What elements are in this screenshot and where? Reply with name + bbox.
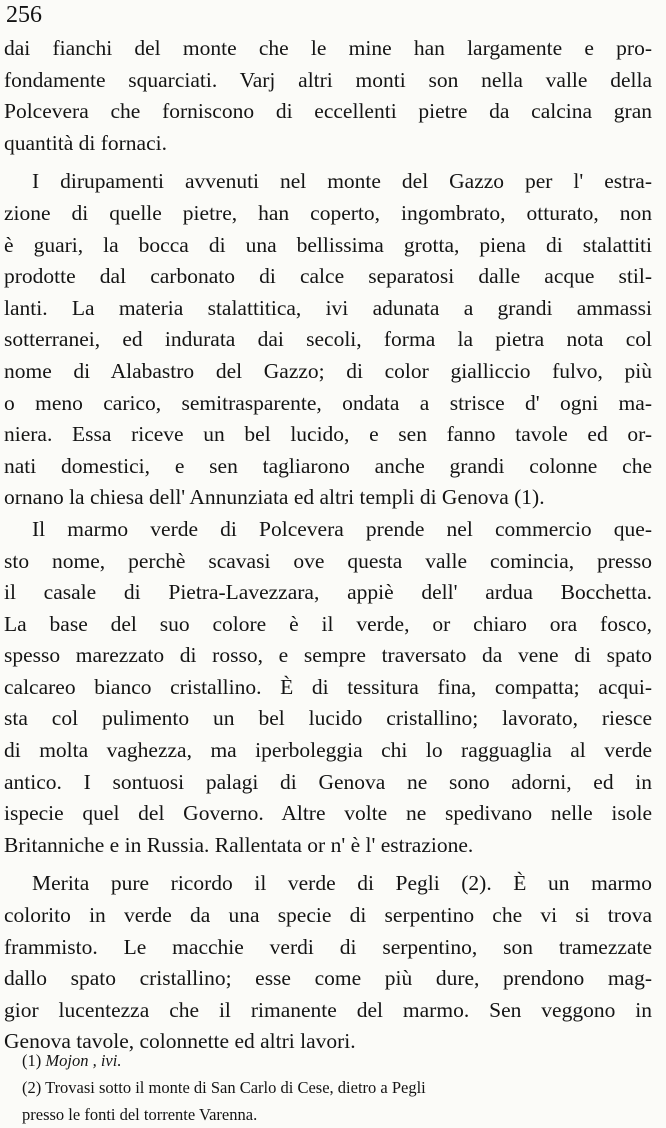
- text-line: prodotte dal carbonato di calce separatosi dalle acque stil-: [4, 264, 652, 289]
- text-line: La base del suo colore è il verde, or chiaro ora fosco,: [4, 611, 652, 636]
- text-line: quantità di fornaci.: [4, 130, 167, 155]
- text-line: di molta vaghezza, ma iperboleggia chi lo ragguaglia al verde: [4, 738, 652, 763]
- text-line: Genova tavole, colonnette ed altri lavori.: [4, 1029, 356, 1054]
- text-line: ornano la chiesa dell' Annunziata ed altri templi di Genova (1).: [4, 485, 545, 510]
- text-line: sta col pulimento un bel lucido cristallino; lavorato, riesce: [4, 706, 652, 731]
- text-line: è guari, la bocca di una bellissima grotta, piena di stalattiti: [4, 232, 652, 257]
- text-line: fondamente squarciati. Varj altri monti son nella valle della: [4, 67, 652, 92]
- text-line: lanti. La materia stalattitica, ivi adunata a grandi ammassi: [4, 295, 652, 320]
- text-line: I dirupamenti avvenuti nel monte del Gazzo per l' estra-: [32, 169, 652, 194]
- text-line: sotterranei, ed indurata dai secoli, forma la pietra nota col: [4, 327, 652, 352]
- footnote-1: [22, 1047, 652, 1074]
- body-text: [4, 33, 652, 1058]
- text-line: Polcevera che forniscono di eccellenti pietre da calcina gran: [4, 99, 652, 124]
- text-line: sto nome, perchè scavasi ove questa valle comincia, presso: [4, 548, 652, 573]
- footnote-1-mark: (1): [22, 1051, 42, 1070]
- text-line: calcareo bianco cristallino. È di tessitura fina, compatta; acqui-: [4, 674, 652, 699]
- text-line: spesso marezzato di rosso, e sempre traversato da vene di spato: [4, 643, 652, 668]
- text-line: Il marmo verde di Polcevera prende nel commercio que-: [32, 516, 652, 541]
- footnote-2-line-2: presso le fonti del torrente Varenna.: [22, 1105, 258, 1124]
- text-line: ispecie quel del Governo. Altre volte ne spedivano nelle isole: [4, 801, 652, 826]
- text-line: gior lucentezza che il rimanente del marmo. Sen veggono in: [4, 997, 652, 1022]
- text-line: o meno carico, semitrasparente, ondata a strisce d' ogni ma-: [4, 390, 652, 415]
- text-line: dai fianchi del monte che le mine han largamente e pro-: [4, 36, 652, 60]
- text-line: antico. I sontuosi palagi di Genova ne sono adorni, ed in: [4, 769, 652, 794]
- text-line: nome di Alabastro del Gazzo; di color gialliccio fulvo, più: [4, 358, 652, 383]
- footnotes: [22, 1047, 652, 1128]
- text-line: dallo spato cristallino; esse come più dure, prendono mag-: [4, 966, 652, 991]
- text-line: nati domestici, e sen tagliarono anche grandi colonne che: [4, 453, 652, 478]
- text-line: zione di quelle pietre, han coperto, ingombrato, otturato, non: [4, 200, 652, 225]
- text-line: colorito in verde da una specie di serpentino che vi si trova: [4, 903, 652, 928]
- text-line: il casale di Pietra-Lavezzara, appiè dell' ardua Bocchetta.: [4, 580, 652, 605]
- footnote-1-text: Mojon , ivi.: [45, 1051, 122, 1070]
- page-number: 256: [6, 2, 42, 28]
- text-line: niera. Essa riceve un bel lucido, e sen fanno tavole ed or-: [4, 422, 652, 447]
- footnote-2-line-1: (2) Trovasi sotto il monte di San Carlo di Cese, dietro a Pegli: [22, 1078, 426, 1097]
- text-line: Merita pure ricordo il verde di Pegli (2). È un marmo: [32, 871, 652, 896]
- text-line: frammisto. Le macchie verdi di serpentino, son tramezzate: [4, 934, 652, 959]
- text-line: Britanniche e in Russia. Rallentata or n' è l' estrazione.: [4, 832, 474, 857]
